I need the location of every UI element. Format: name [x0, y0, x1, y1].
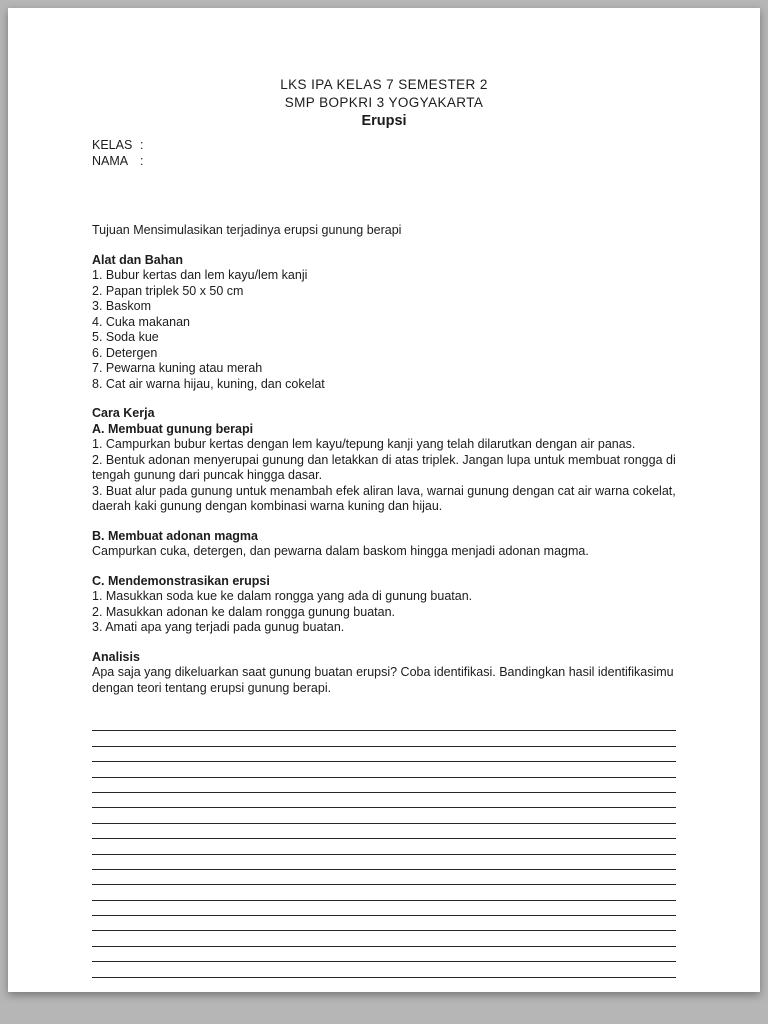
answer-line	[92, 793, 676, 808]
nama-label: NAMA	[92, 153, 129, 168]
kelas-label: KELAS	[92, 138, 133, 152]
answer-line	[92, 762, 676, 777]
answer-line	[92, 747, 676, 762]
analisis-heading: Analisis	[92, 649, 140, 664]
kelas-separator: :	[140, 138, 144, 152]
section-analisis	[92, 650, 676, 697]
cara-kerja-a-heading: A. Membuat gunung berapi	[92, 421, 254, 436]
tujuan-text: Tujuan Mensimulasikan terjadinya erupsi gunung berapi	[92, 223, 402, 237]
answer-line	[92, 931, 676, 946]
answer-line	[92, 778, 676, 793]
list-item: 5. Soda kue	[92, 330, 159, 344]
doc-title-erupsi: Erupsi	[361, 113, 407, 129]
list-item: 4. Cuka makanan	[92, 314, 190, 329]
answer-line	[92, 901, 676, 916]
kelas-row	[92, 138, 676, 154]
cara-kerja-b-heading: B. Membuat adonan magma	[92, 528, 258, 543]
answer-line	[92, 716, 676, 731]
nama-separator: :	[140, 153, 144, 168]
identity-block	[92, 138, 676, 169]
document-page	[8, 8, 760, 992]
answer-line	[92, 870, 676, 885]
list-item: 8. Cat air warna hijau, kuning, dan cokelat	[92, 376, 325, 391]
list-item: 2. Papan triplek 50 x 50 cm	[92, 283, 244, 298]
step-item: 3. Amati apa yang terjadi pada gunug buatan.	[92, 620, 345, 634]
cara-kerja-heading: Cara Kerja	[92, 406, 155, 420]
answer-line	[92, 855, 676, 870]
doc-title-line2: SMP BOPKRI 3 YOGYAKARTA	[284, 95, 484, 110]
step-item: 2. Masukkan adonan ke dalam rongga gunung buatan.	[92, 604, 396, 619]
analisis-text: Apa saja yang dikeluarkan saat gunung buatan erupsi? Coba identifikasi. Bandingkan hasil identifikasimu dengan teori tentang erupsi gunung berapi.	[92, 665, 674, 695]
answer-line	[92, 916, 676, 931]
answer-lines	[92, 716, 676, 978]
answer-line	[92, 962, 676, 977]
section-cara-kerja-b	[92, 529, 676, 560]
document-header	[92, 76, 676, 131]
list-item: 3. Baskom	[92, 299, 152, 313]
answer-line	[92, 839, 676, 854]
cara-kerja-b-text: Campurkan cuka, detergen, dan pewarna dalam baskom hingga menjadi adonan magma.	[92, 544, 589, 558]
step-item: 1. Masukkan soda kue ke dalam rongga yang ada di gunung buatan.	[92, 589, 473, 603]
section-tujuan	[92, 223, 676, 239]
alat-dan-bahan-heading: Alat dan Bahan	[92, 252, 183, 267]
answer-line	[92, 885, 676, 900]
answer-line	[92, 808, 676, 823]
step-item: 2. Bentuk adonan menyerupai gunung dan letakkan di atas triplek. Jangan lupa untuk membuat rongga di tengah gunung dari puncak hingga dasar.	[92, 452, 676, 482]
step-item: 1. Campurkan bubur kertas dengan lem kayu/tepung kanji yang telah dilarutkan dengan air panas.	[92, 437, 636, 451]
doc-title-line1: LKS IPA KELAS 7 SEMESTER 2	[280, 77, 488, 92]
answer-line	[92, 731, 676, 746]
cara-kerja-c-steps	[92, 589, 676, 636]
answer-line	[92, 824, 676, 839]
section-alat-dan-bahan	[92, 253, 676, 393]
list-item: 7. Pewarna kuning atau merah	[92, 361, 263, 375]
section-cara-kerja-c	[92, 574, 676, 636]
step-item: 3. Buat alur pada gunung untuk menambah efek aliran lava, warnai gunung dengan cat air warna cokelat, daerah kaki gunung dengan kombinasi warna kuning dan hijau.	[92, 483, 676, 513]
section-cara-kerja	[92, 406, 676, 515]
answer-line	[92, 947, 676, 962]
list-item: 1. Bubur kertas dan lem kayu/lem kanji	[92, 268, 308, 282]
cara-kerja-c-heading: C. Mendemonstrasikan erupsi	[92, 573, 270, 588]
list-item: 6. Detergen	[92, 345, 158, 360]
alat-dan-bahan-list	[92, 268, 676, 392]
cara-kerja-a-steps	[92, 437, 676, 515]
nama-row	[92, 154, 676, 170]
